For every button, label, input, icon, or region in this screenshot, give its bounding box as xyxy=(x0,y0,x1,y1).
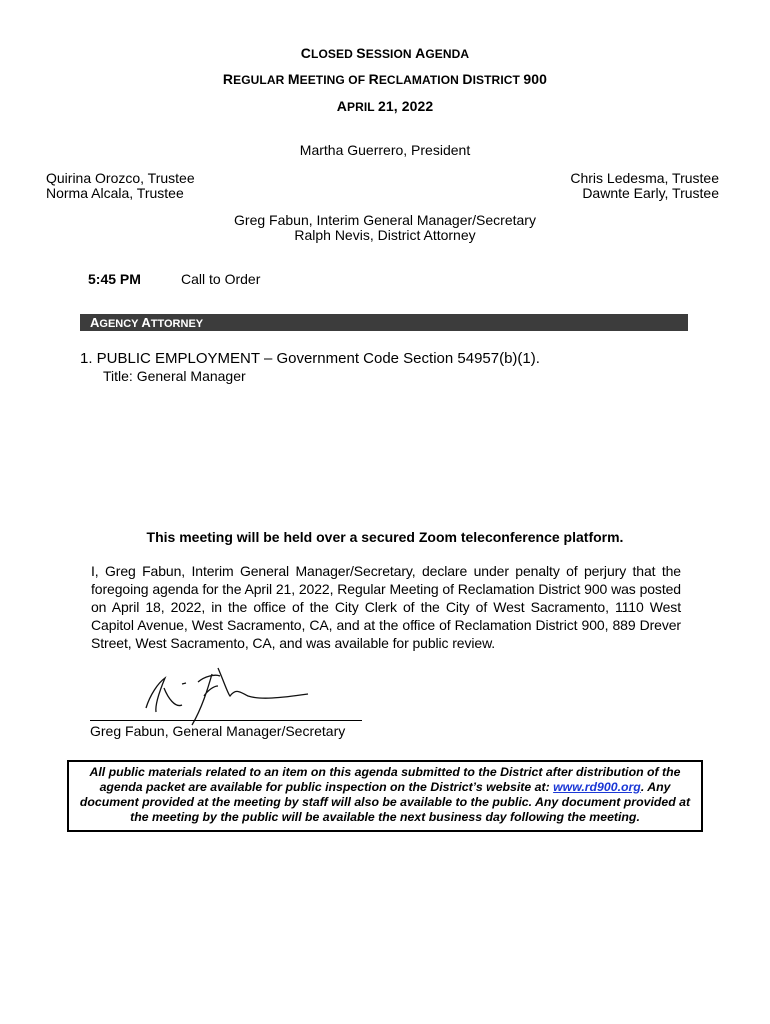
agenda-item-title: 1. PUBLIC EMPLOYMENT – Government Code Section 54957(b)(1). xyxy=(80,350,540,367)
trustee: Dawnte Early, Trustee xyxy=(582,185,719,201)
meeting-date: APRIL 21, 2022 xyxy=(336,98,434,114)
signature-name: Greg Fabun, General Manager/Secretary xyxy=(90,723,346,739)
website-link[interactable]: www.rd900.org xyxy=(553,780,641,794)
signature-line xyxy=(90,720,362,721)
trustees-right xyxy=(570,171,719,201)
call-time: 5:45 PM xyxy=(88,271,141,287)
trustee: Norma Alcala, Trustee xyxy=(46,185,184,201)
trustee: Chris Ledesma, Trustee xyxy=(570,170,719,186)
section-banner: AGENCY ATTORNEY xyxy=(80,314,688,331)
declaration: I, Greg Fabun, Interim General Manager/Secretary, declare under penalty of perjury that the foregoing agenda for the April 21, 2022, Regular Meeting of Reclamation District 900 was posted on April 18, 2022, in the office of the City Clerk of the City of West Sacramento, 1110 West Capitol Avenue, West Sacramento, CA, and at the office of Reclamation District 900, 889 Drever Street, West Sacramento, CA, and was available for public review. xyxy=(91,563,681,651)
president: Martha Guerrero, President xyxy=(299,142,471,158)
meeting-title: REGULAR MEETING OF RECLAMATION DISTRICT 900 xyxy=(222,71,548,87)
zoom-note: This meeting will be held over a secured Zoom teleconference platform. xyxy=(146,529,624,545)
staff-member: Ralph Nevis, District Attorney xyxy=(294,227,476,243)
trustee: Quirina Orozco, Trustee xyxy=(46,170,195,186)
staff-list xyxy=(0,213,770,243)
public-materials-notice: All public materials related to an item on this agenda submitted to the District after distribution of the agenda packet are available for public inspection on the District’s website at: www.rd900.org. Any document provided at the meeting by staff will also be available to the public. Any document provided at the meeting by the public will be available the next business day following the meeting. xyxy=(67,760,703,832)
staff-member: Greg Fabun, Interim General Manager/Secretary xyxy=(234,212,536,228)
doc-title: CLOSED SESSION AGENDA xyxy=(300,45,470,61)
call-label: Call to Order xyxy=(181,271,261,287)
trustees-left xyxy=(46,171,195,201)
agenda-item-subtitle: Title: General Manager xyxy=(103,368,246,384)
signature-image xyxy=(120,650,320,730)
